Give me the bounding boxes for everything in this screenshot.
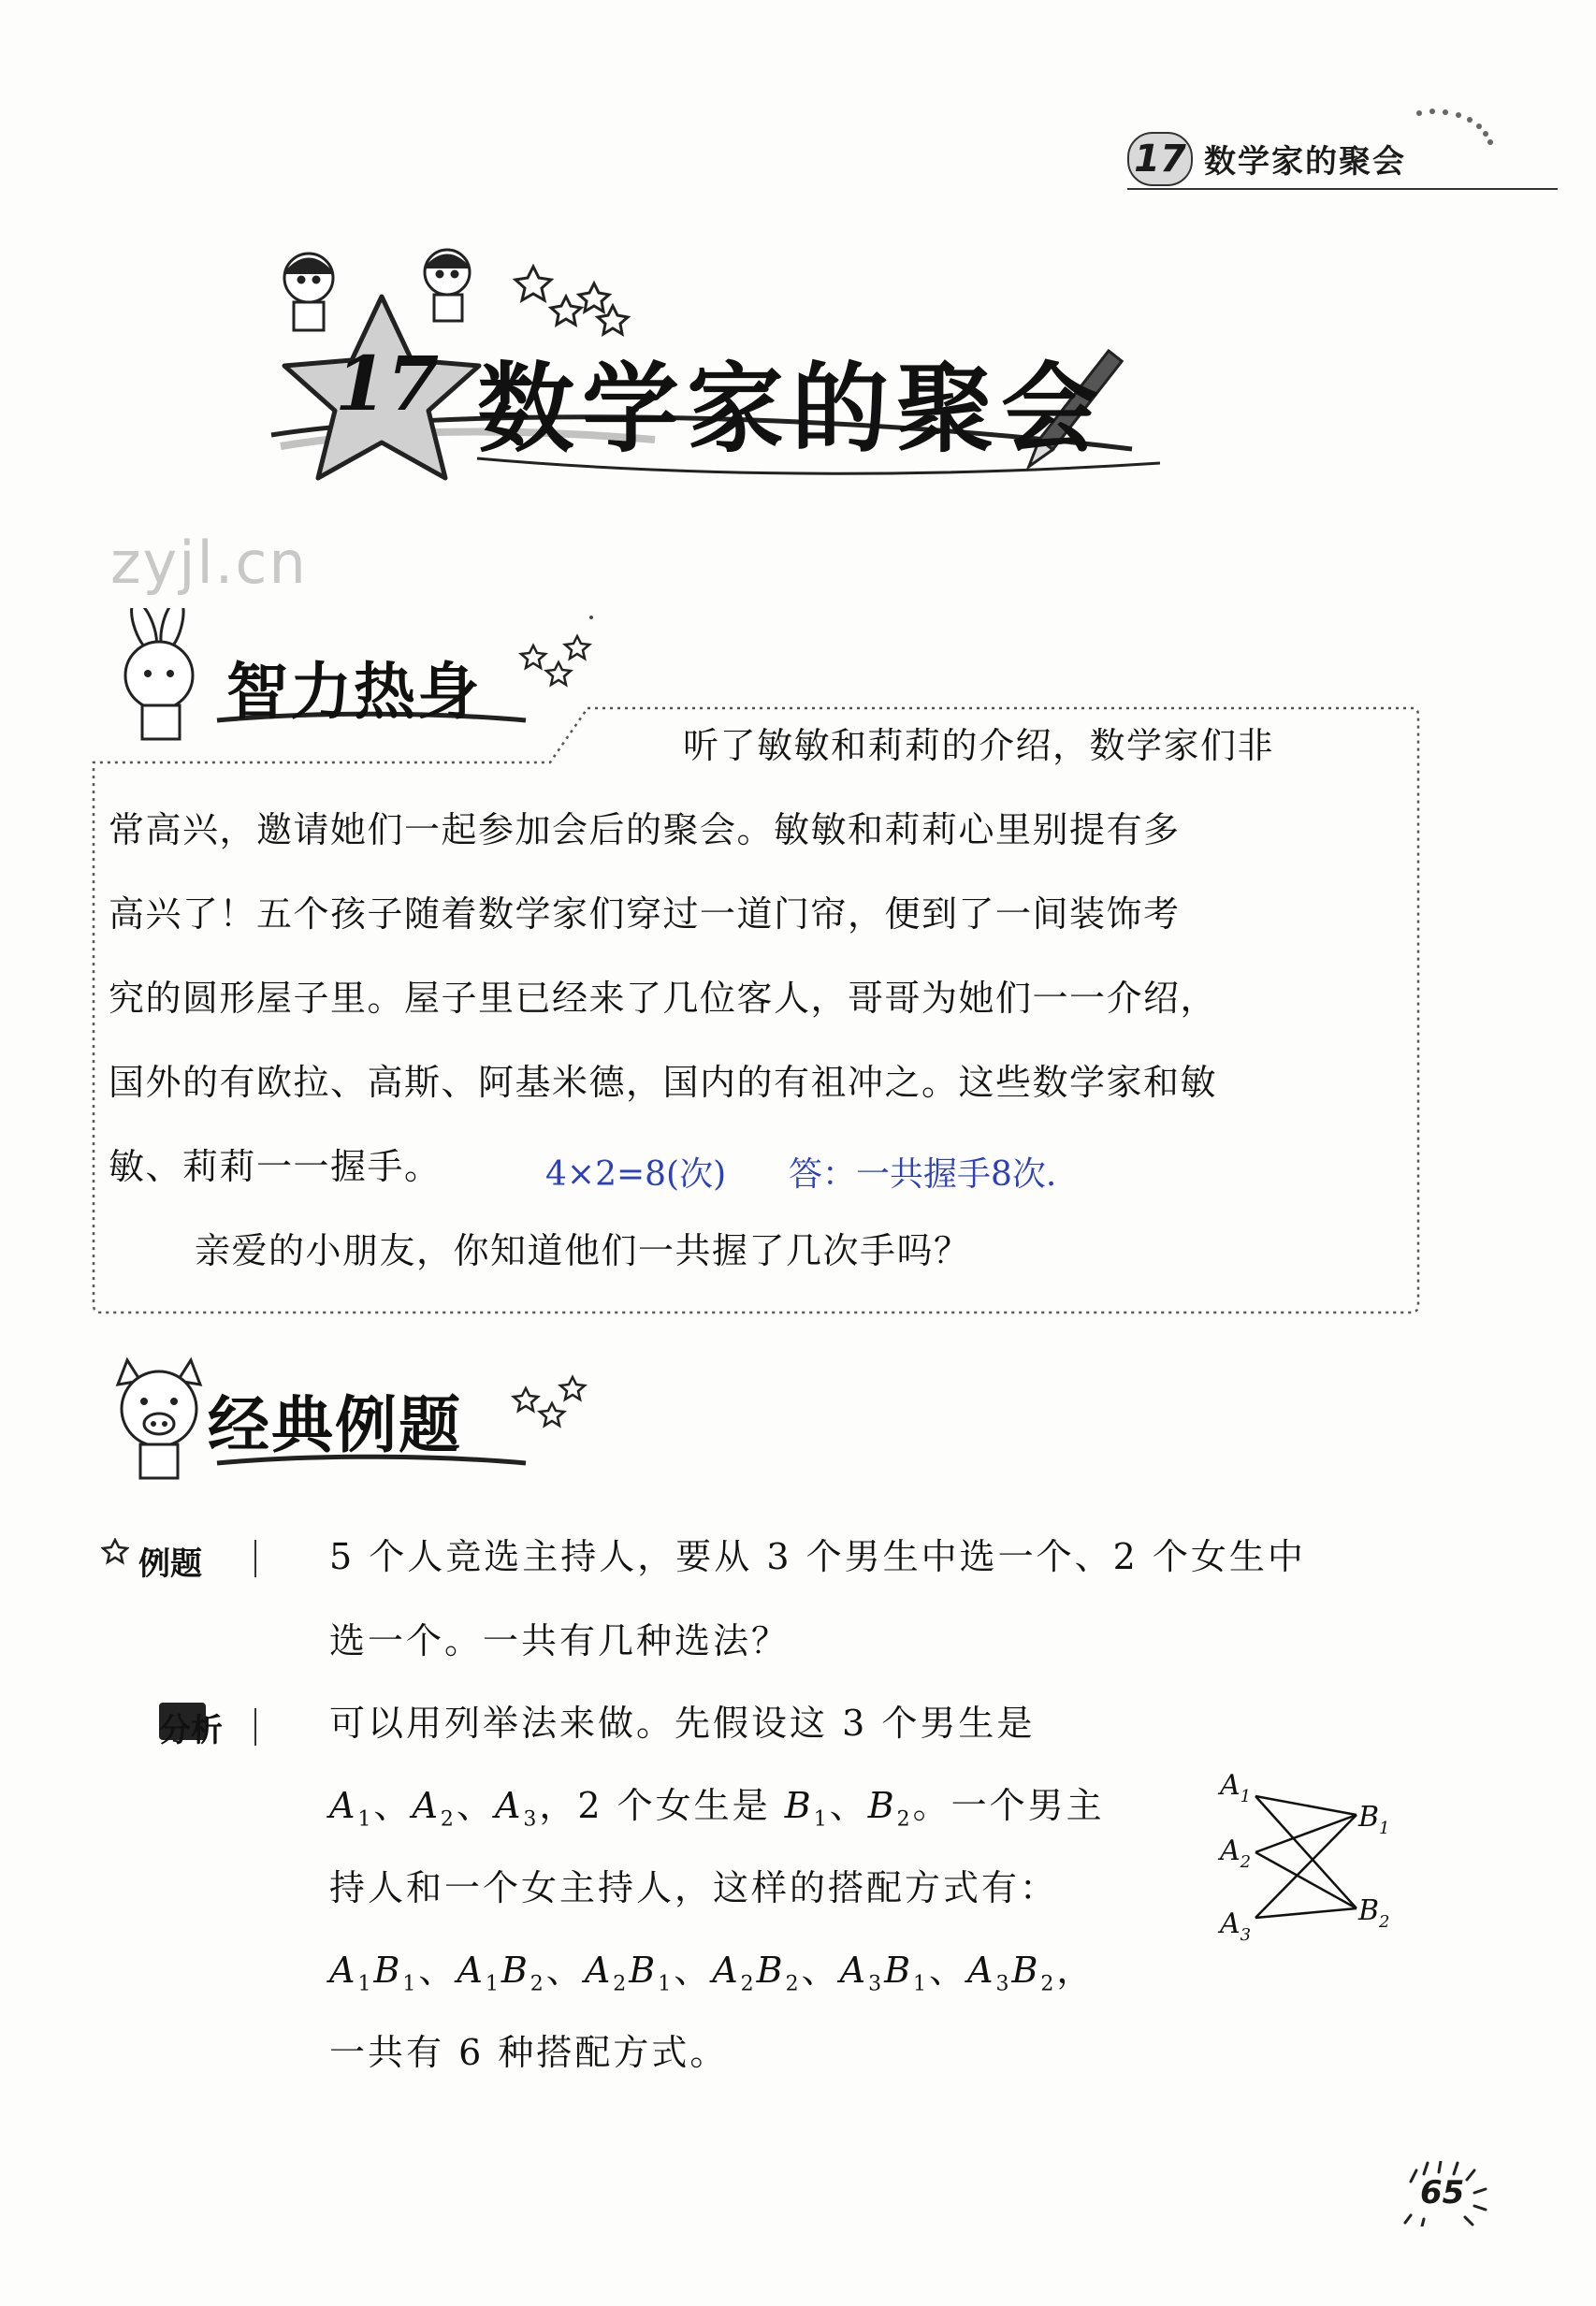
node-a3: $A_3$: [1220, 1907, 1252, 1945]
warmup-line-6: 敏、莉莉一一握手。: [109, 1146, 442, 1187]
running-chapter-number: 17: [1127, 132, 1193, 186]
edge-a2-b2: [1255, 1852, 1357, 1908]
chapter-title: 数学家的聚会: [477, 351, 1107, 466]
header-rule: [1127, 188, 1558, 190]
handwritten-calculation: 4×2=8(次): [545, 1155, 727, 1194]
tag-divider: [254, 1540, 256, 1577]
running-header: [1127, 126, 1558, 192]
warmup-box: [92, 706, 1420, 1314]
example-tag: 例题: [138, 1545, 202, 1583]
warmup-line-3: 高兴了！五个孩子随着数学家们穿过一道门帘，便到了一间装饰考: [109, 893, 1181, 935]
example-question-line-2: 选一个。一共有几种选法？: [329, 1620, 791, 1661]
edge-a2-b1: [1255, 1815, 1357, 1852]
analysis-line-2: $A_1$、$A_2$、$A_3$，2 个女生是 $B_1$、$B_2$。一个男主: [329, 1785, 1105, 1832]
warmup-heading-label: 智力热身: [226, 655, 481, 728]
warmup-line-1: 听了敏敏和莉莉的介绍，数学家们非: [683, 725, 1275, 766]
analysis-line-4: $A_1B_1$、$A_1B_2$、$A_2B_1$、$A_2B_2$、$A_3B_1$、$A_3B_2$，: [329, 1950, 1095, 1996]
example-heading-label: 经典例题: [208, 1388, 462, 1461]
watermark: zyjl.cn: [110, 529, 308, 597]
warmup-question: 亲爱的小朋友，你知道他们一共握了几次手吗？: [195, 1230, 971, 1271]
edge-a3-b2: [1255, 1908, 1357, 1918]
page-number: 65: [1420, 2174, 1465, 2212]
edge-a3-b1: [1255, 1815, 1357, 1918]
banner-chapter-number: 17: [335, 340, 440, 428]
example-question-line-1: 5 个人竞选主持人，要从 3 个男生中选一个、2 个女生中: [329, 1536, 1306, 1577]
analysis-line-1: 可以用列举法来做。先假设这 3 个男生是: [329, 1703, 1036, 1744]
warmup-line-2: 常高兴，邀请她们一起参加会后的聚会。敏敏和莉莉心里别提有多: [109, 809, 1181, 850]
star-icon: [101, 1538, 129, 1566]
warmup-line-4: 究的圆形屋子里。屋子里已经来了几位客人，哥哥为她们一一介绍，: [109, 978, 1218, 1019]
node-a1: $A_1$: [1220, 1769, 1252, 1806]
tag-divider-2: [254, 1708, 256, 1746]
decorative-dots-icon: [1408, 98, 1520, 154]
node-a2: $A_2$: [1220, 1835, 1252, 1872]
handwritten-answer: 答：一共握手8次.: [789, 1155, 1057, 1194]
running-chapter-title: 数学家的聚会: [1204, 143, 1406, 181]
matching-diagram: [1216, 1759, 1422, 1974]
node-b2: $B_2$: [1358, 1894, 1390, 1932]
analysis-line-3: 持人和一个女主持人，这样的搭配方式有：: [329, 1867, 1059, 1908]
analysis-line-5: 一共有 6 种搭配方式。: [329, 2032, 729, 2073]
example-heading: [86, 1347, 610, 1487]
analysis-tag: 分析: [159, 1712, 223, 1749]
page-number-badge: [1403, 2161, 1487, 2226]
node-b1: $B_1$: [1358, 1801, 1390, 1838]
chapter-banner: [262, 239, 1188, 500]
warmup-line-5: 国外的有欧拉、高斯、阿基米德，国内的有祖冲之。这些数学家和敏: [109, 1062, 1218, 1103]
